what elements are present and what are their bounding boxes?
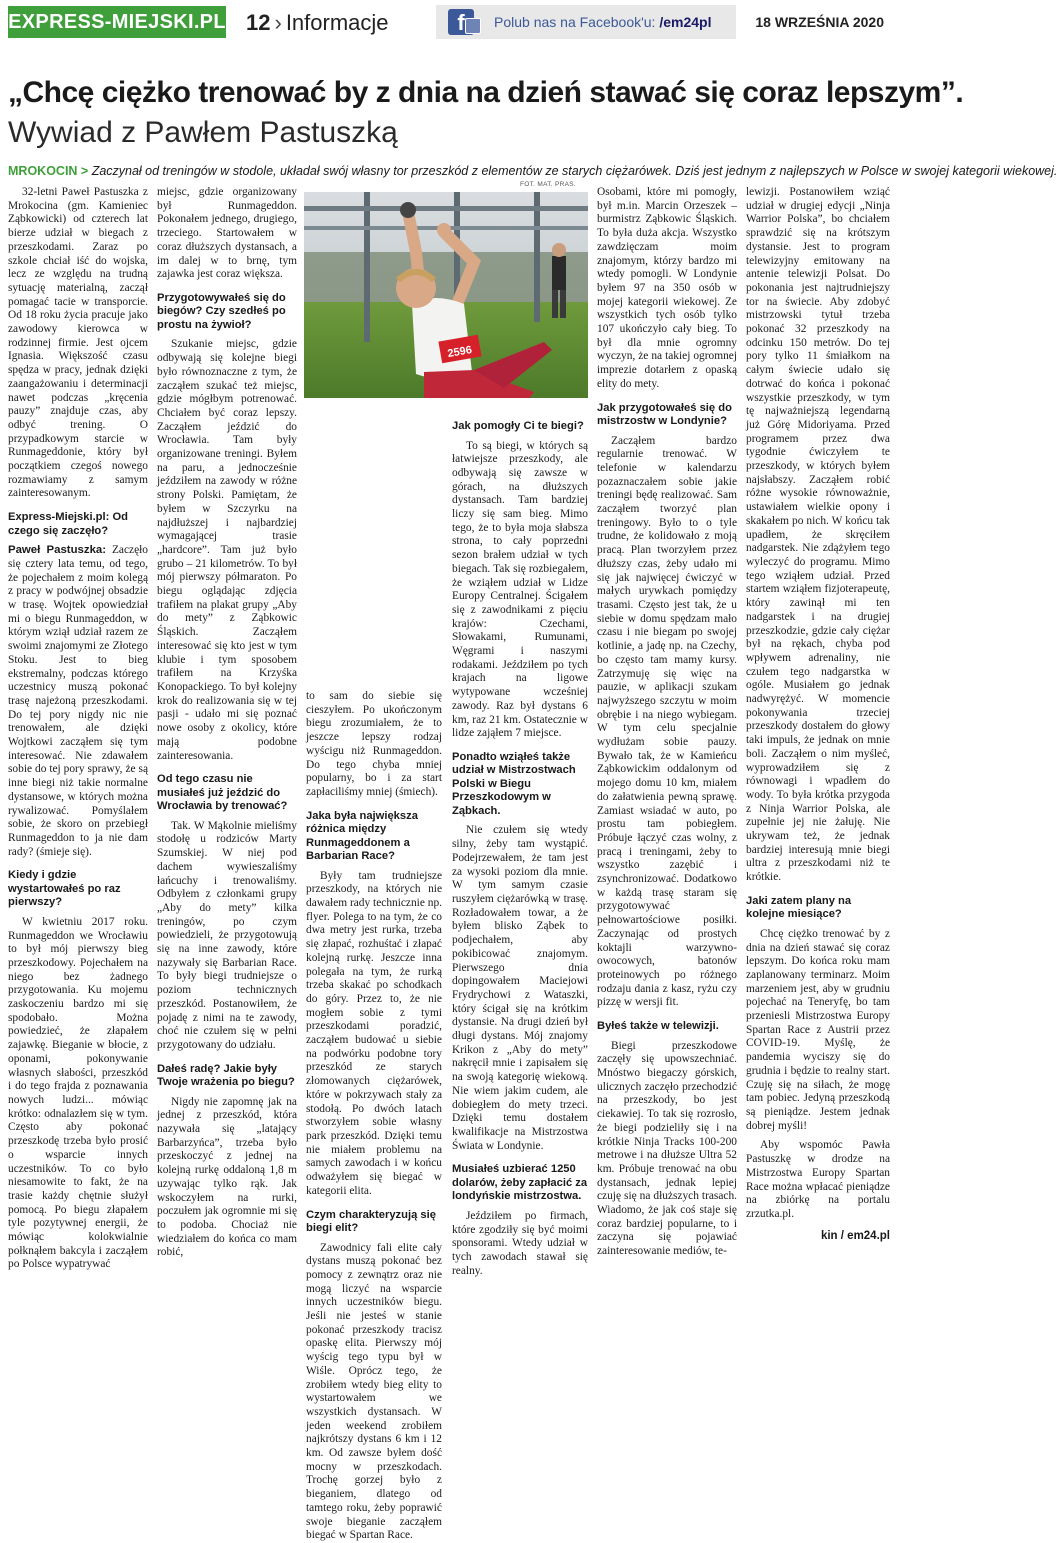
lead-location: MROKOCIN > <box>8 164 89 178</box>
answer-paragraph: Zacząłem bardzo regularnie trenować. W telefonie w kalendarzu pozaznaczałem sobie jakie treningi będę realizować. Sam zacząłem tworzyć plan treningowy. Było to o tyle trudne, że kolidowało z moją pracą. Plan tworzyłem przez dłuższy czas, żeby udało mi się jak najwięcej ćwiczyć w małych urywkach pomiędzy trasami. Często jest tak, że u siebie w domu spędzam mało czasu i nie biegam po swojej kotlinie, a jadę np. na Czechy, bo często tam mamy kursy. Zatrzymuję się więc na pauzie, w aplikacji szukam najwyższego szczytu w moim obrębie i na niego wybiegam. W tym celu specjalnie wydłużam sobie pauzy. Bywało tak, że w Kamieńcu Ząbkowickim oddalonym od mojego domu 10 km, miałem do załatwienia pewną sprawę. Zamiast wsiadać w auto, po prostu tam pobiegłem. Próbuje łączyć czas wolny, z pracą i treningami, żeby to wszystko zazębić i zsynchronizować. Dodatkowo w każdą trasę staram się przygotowywać pełnowartościowe posiłki. Zaczynając od prostych koktajli warzywno-owocowych, batonów proteinowych po różnego rodzaju dania z kasz, ryżu czy pizzę w wersji fit. <box>597 434 737 1009</box>
facebook-like-icon: f <box>448 9 482 35</box>
author-signature: kin / em24.pl <box>820 1229 890 1242</box>
text-column-3 <box>306 690 442 1542</box>
facebook-banner[interactable] <box>436 5 736 39</box>
article-lead <box>8 163 1057 179</box>
question: Przygotowywałeś się do biegów? Czy szedłeś po prostu na żywioł? <box>157 291 286 331</box>
page-number: 12 <box>246 10 271 35</box>
question: Byłeś także w telewizji. <box>597 1020 719 1033</box>
text-column-1 <box>8 186 149 1271</box>
question: Jaki zatem plany na kolejne miesiące? <box>746 894 852 921</box>
answer-paragraph: W kwietniu 2017 roku. Runmageddon we Wrocławiu to był mój pierwszy bieg przeszkodowy. Pojechałem na niego bez żadnego przygotowania. Ku mojemu zaskoczeniu bardzo mi się spodobało. Można powiedzieć, że złapałem zajawkę. Bieganie w błocie, z oponami, pokonywanie własnych słabości, przeszkód i do tego frajda z poznawania nowych ludzi... mówiąc krótko: odnalazłem się w tym. Często aby pokonać przeszkodę trzeba było prosić o wsparcie innych uczestników. To co było niesamowite to fakt, że na trasie każdy chętnie służył pomocą. Po biegu złapałem tyle pozytywnej energii, że mówiąc kolokwialnie połknąłem bakcyla i zacząłem po Polsce wypatrywać <box>8 915 148 1271</box>
answer-paragraph: Jeździłem po firmach, które zgodziły się być moimi sponsorami. Wtedy udział w tych zawodach stawał się realny. <box>452 1209 588 1277</box>
answer-paragraph: Nigdy nie zapomnę jak na jednej z przeszkód, która nazywała się „latający Barbarzyńca”, trzeba było przeskoczyć z jednej na kolejną rurkę oddaloną 1,8 m uzywając tylko rąk. Jak wskoczyłem na rurki, poczułem jak ogromnie mi się to podoba. Chociaż nie wiedziałem do końca co mam robić, <box>157 1095 297 1259</box>
answer-paragraph: To są biegi, w których są łatwiejsze przeszkody, ale odbywają się zawsze w górach, na dłuższych dystansach. Tam bardziej liczy się sam bieg. Mimo tego, że to była moja słabsza strona, to cały poprzedni sezon brałem udział w tych biegach. Tak się rozbiegałem, że wziąłem udział w Lidze Europy Centralnej. Ścigałem się z zawodnikami z pięciu krajów: Czechami, Słowakami, Rumunami, Węgrami i naszymi rodakami. Jeździłem po tych krajach na ligowe wytypowane wcześniej zawody. Raz był dystans 6 km, raz 21 km. Ostatecznie w lidze zająłem 7 miejsce. <box>452 439 588 740</box>
question: Jak przygotowałeś się do mistrzostw w Londynie? <box>597 401 732 428</box>
intro-paragraph: 32-letni Paweł Pastuszka z Mrokocina (gm. Kamieniec Ząbkowicki) od czterech lat bierze udział w biegach z przeszkodami. Zaraz po szkole chciał iść do wojska, lecz ze względu na trudną sytuację materialną, zaczął pomagać tacie w transporcie. Od 18 roku życia pracuje jako zawodowy kierowca w rodzinnej firmie. Jest ojcem Ignasia. Większość czasu spędza w pracy, jednak dzięki zaangażowaniu i determinacji nawet podczas „kręcenia pauzy” znajduje czas, aby odbyć trening. O przypadkowym starcie w Runmageddonie, który był początkiem czegoś nowego rozmawiamy z samym zainteresowanym. <box>8 186 148 500</box>
chevron-right-icon: › <box>274 10 282 35</box>
text-column-4 <box>452 418 588 1277</box>
answer-paragraph: Chcę ciężko trenować by z dnia na dzień stawać się coraz lepszym. Do końca roku mam zaplanowany terminarz. Moim marzeniem jest, aby w grudniu pojechać na Teneryfę, bo tam przeniesli Mistrzostwa Europy Spartan Race z Austrii przez COVID-19. Myślę, że pandemia wyciszy się do grudnia i będzie to realny start. Czuję się na siłach, że mogę tam pobiec. Jedyną przeszkodą są pieniądze. Jestem jednak dobrej myśli! <box>746 927 890 1132</box>
answer-text: Zaczęło się cztery lata temu, od tego, że pojechałem z moim kolegą z pracy w podwójnej obsadzie w trasę. Wojtek opowiedział mi o biegu Runmageddon, w którym wziął udział razem ze swoimi znajomymi ze Złotego Stoku. Jest to bieg ekstremalny, podczas którego uczestnicy muszą pokonać trasę najeżoną przeszkodami. Do tej pory nigdy nic nie trenowałem, ale dzięki Wojtkowi zacząłem się tym interesować. Nie zdawałem sobie do tej pory sprawy, że są inne biegi niż takie normalne dystansowe, w których można rywalizować. Pomyślałem sobie, że skoro on przebiegł Runmageddon to ja nie dam rady? (śmieje się). <box>8 544 149 858</box>
answer-paragraph: Były tam trudniejsze przeszkody, na których nie dawałem rady technicznie np. flyer. Polega to na tym, że co dwa metry jest rurka, trzeba się złapać, rozhuśtać i złapać kolejną rurkę. Jeszcze inna polegała na tym, że rurką trzeba skakać po schodkach do góry. Przez to, że nie mogłem sobie z tymi przeszkodami poradzić, zacząłem budować u siebie na podwórku podobne tory przeszkód ze starych złomowanych ciężarówek, które w pokrzywach stały za stodołą. Po dwóch latach stworzyłem sobie własny park przeszkód. Dzięki temu nie miałem problemu na samych zawodach i w końcu odważyłem się biegać w kategorii elita. <box>306 869 442 1197</box>
answer-paragraph: Biegi przeszkodowe zaczęły się upowszechniać. Mnóstwo biegaczy górskich, ulicznych zaczęło przechodzić na przeszkody, bo jest ciekawiej. To tak się rozrosło, że biegi podzieliły się i na krótkie Ninja Tracks 100-200 metrowe i na dłuższe Ultra 52 km. Próbuje trenować na obu dystansach, jednak lepiej czuję się na dłuższych trasach. Wiadomo, że jak coś staje się coraz bardziej popularne, to i zaczyna się pojawiać zainteresowanie mediów, te- <box>597 1039 737 1258</box>
svg-text:2596: 2596 <box>446 344 473 361</box>
question: Od tego czasu nie musiałeś już jeździć do Wrocławia by trenować? <box>157 773 288 813</box>
answer-paragraph: Osobami, które mi pomogły, był m.in. Marcin Orzeszek – burmistrz Ząbkowic Śląskich. To była duża akcja. Wszystko zawdzięczam moim znajomym, którzy bardzo mi wtedy pomogli. W Londynie byłem 97 na 350 osób w mojej kategorii wiekowej. Ze wszystkich tych osób tylko 107 ukończyło cały bieg. To był dla mnie ogromny wyczyn, że na takiej ogromnej imprezie dotarłem z opaską elity do mety. <box>597 186 737 390</box>
page-section <box>246 10 389 36</box>
facebook-handle[interactable]: /em24pl <box>659 14 712 30</box>
article-headline: „Chcę ciężko trenować by z dnia na dzień stawać się coraz lepszym”. <box>8 76 964 109</box>
brand-logo[interactable]: EXPRESS-MIEJSKI.PL <box>8 6 226 38</box>
answer-paragraph: miejsc, gdzie organizowany był Runmageddon. Pokonałem jednego, drugiego, trzeciego. Startowałem w coraz dłuższych dystansach, a im dalej w to brnę, tym zajawka jest coraz większa. <box>157 186 297 281</box>
speaker-label: Paweł Pastuszka: <box>8 544 107 557</box>
page-header <box>0 0 900 44</box>
article-subhead: Wywiad z Pawłem Pastuszką <box>8 116 398 149</box>
facebook-label: Polub nas na Facebook'u: <box>494 14 656 30</box>
photo-credit: FOT. MAT. PRAS. <box>520 181 577 188</box>
answer-paragraph: to sam do siebie się cieszyłem. Po ukończonym biegu zrozumiałem, że to jeszcze lepszy rodzaj wyścigu niż Runmageddon. Do tego chyba mniej popularny, bo i za start zapłaciliśmy mniej (śmiech). <box>306 690 442 798</box>
answer-paragraph: Tak. W Mąkolnie mieliśmy stodołę u rodziców Marty Szumskiej. W niej pod dachem wywieszaliśmy łańcuchy i trenowaliśmy. Odbyłem z członkami grupy „Aby do mety” kilka treningów, po czym powiedzieli, że przygotowują się na inne zawody, które nazywały się Barbarian Race. To były biegi trudniejsze o poziom technicznych przeszkód. Postanowiłem, że pojadę z nimi na te zawody, choć nie czułem się w pełni przygotowany do udziału. <box>157 819 297 1051</box>
question: Ponadto wziąłeś także udział w Mistrzostwach Polski w Biegu Przeszkodowym w Ząbkach. <box>452 750 576 817</box>
question: Jaka była największa różnica między Runmageddonem a Barbarian Race? <box>306 809 418 863</box>
question: Express-Miejski.pl: Od czego się zaczęło? <box>8 511 128 537</box>
answer-paragraph: Nie czułem się wtedy silny, żeby tam wystąpić. Podejrzewałem, że tam jest za wysoki poziom dla mnie. W tym samym czasie ruszyłem ciężarówką w trasę. Rozładowałem towar, a że byłem blisko Ząbek to podjechałem, aby pokibicować znajomym. Pierwszego dnia dopingowałem Maciejowi Frydrychowi z Wataszki, który ścigał się na krótkim dystansie. Na drugi dzień był długi dystans. Mój znajomy Krikon z „Aby do mety” nakręcił mnie i zapisałem się na swoją kategorię wiekową. Nie wiem jakim cudem, ale dobiegłem do mety trzeci. Dzięki temu dostałem kwalifikacje na Mistrzostwa Świata w Londynie. <box>452 824 588 1152</box>
answer-paragraph: Zawodnicy fali elite cały dystans muszą pokonać bez pomocy z zewnątrz oraz nie mogą liczyć na wsparcie innych uczestników biegu. Jeśli nie jesteś w stanie pokonać przeszkody tracisz opaskę elita. Pierwszy mój wyścig tego typu był w Wiśle. Oprócz tego, że zrobiłem wtedy bieg elity to wystartowałem we wszystkich dystansach. W jeden weekend zrobiłem najkrótszy dystans 6 km i 12 km. Od zawsze byłem dość mocny w przeszkodach. Trochę gorzej było z bieganiem, dlatego od tamtego roku, żeby poprawić swoje bieganie zacząłem biegać w Spartan Race. <box>306 1241 442 1542</box>
question: Dałeś radę? Jakie były Twoje wrażenia po biegu? <box>157 1062 295 1089</box>
question: Czym charakteryzują się biegi elit? <box>306 1208 436 1234</box>
answer-paragraph: Szukanie miejsc, gdzie odbywają się kolejne biegi było równoznaczne z tym, że zacząłem szukać też miejsc, gdzie mógłbym potrenować. Chciałem być coraz lepszy. Zacząłem jeździć do Wrocławia. Tam były organizowane treningi. Byłem na paru, a jednocześnie jeździłem na zawody w różne strony Polski. Pamiętam, że byłem w Szczyrku na najdłuższej i najbardziej wymagającej trasie „hardcore”. Tam już było grubo – 21 kilometrów. To był mój pierwszy półmaraton. Po biegu oglądając zdjęcia trafiłem na plakat grupy „Aby do mety” z Ząbkowic Śląskich. Zacząłem interesować się kto jest w tym klubie i tym sposobem trafiłem na Krzyśka Konopackiego. To był kolejny krok do realizowania się w tej pasji - udało mi się poznać nowe osoby z okolicy, które mają podobne zainteresowania. <box>157 338 297 762</box>
text-column-5 <box>597 186 737 1258</box>
answer-paragraph <box>8 544 148 859</box>
facebook-text <box>494 14 711 30</box>
issue-date: 18 WRZEŚNIA 2020 <box>755 14 884 30</box>
donation-note: Aby wspomóc Pawła Pastuszkę w drodze na Mistrzostwa Europy Spartan Race można wpłacać pieniądze na zbiórkę na portalu zrzutka.pl. <box>746 1139 890 1220</box>
article-photo <box>304 192 588 398</box>
athlete-photo-illustration <box>304 192 588 398</box>
lead-text: Zaczynał od treningów w stodole, układał swój własny tor przeszkód z elementów ze starych ciężarówek. Dziś jest jednym z najlepszych w Polsce w swojej kategorii wiekowej. <box>88 164 1057 178</box>
section-name: Informacje <box>285 10 389 35</box>
question: Musiałeś uzbierać 1250 dolarów, żeby zapłacić za londyńskie mistrzostwa. <box>452 1163 588 1203</box>
text-column-6 <box>746 186 890 1242</box>
answer-paragraph: lewizji. Postanowiłem wziąć udział w drugiej edycji „Ninja Warrior Polska”, bo chciałem sprawdzić się na krótszym dystansie. Jest to program telewizyjny emitowany na antenie telewizji Polsat. Do pokonania jest najtrudniejszy tor na świecie. Aby zdobyć mistrzowski tytuł trzeba pokonać 32 przeszkody na odcinku 150 metrów. Do tej pory tylko 11 śmiałkom na całym świecie udało się dotrwać do końca i pokonać wszystkie przeszkody, w tym tę najważniejszą legendarną już Górę Midoriyama. Przed programem przez dwa tygodnie ćwiczyłem te przeszkody, w których byłem najsłabszy. Zacząłem robić różne wysokie równoważnie, ustawiałem wielkie opony i skakałem po nich. W końcu tak upadłem, że skręciłem nadgarstek. Nie zdążyłem tego wyleczyć do programu. Mimo tego wziąłem udział. Przed startem wziąłem fizjoterapeutę, który zawinął mi ten nadgarstek i na drugiej przeszkodzie, gdzie cały ciężar był na rękach, chyba pod wpływem adrenaliny, nie czułem tego nadgarstka w ogóle. Musiałem go jednak nadwyrężyć. W momencie pokonywania trzeciej przeszkody dostałem do głowy taki impuls, że jednak on mnie boli. Zacząłem o nim myśleć, wyprowadziłem się z równowagi i wpadłem do wody. To była krótka przygoda z Ninja Warrior Polska, ale zupełnie jej nie żałuję. Nie ukrywam też, że jednak bardziej interesują mnie biegi ultra z przeszkodami niż te krótkie. <box>746 186 890 884</box>
question: Kiedy i gdzie wystartowałeś po raz pierwszy? <box>8 869 121 909</box>
question: Jak pomogły Ci te biegi? <box>452 420 584 432</box>
text-column-2 <box>157 186 297 1259</box>
